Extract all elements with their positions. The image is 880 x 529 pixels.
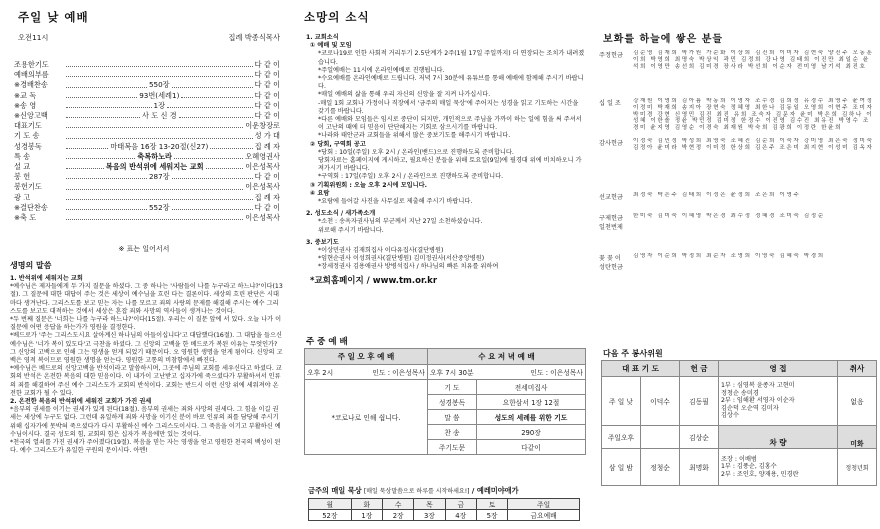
- reading-cell: 4장: [445, 510, 476, 521]
- reading-cell: 1장: [351, 510, 382, 521]
- offering-names: 김영자 이순희 박정희 최순자 조영희 이영숙 김혜숙 박경희: [633, 253, 825, 259]
- offering-category: 주정헌금: [599, 52, 623, 59]
- prayer-person: 이덕수: [641, 377, 680, 426]
- offering-names: 최정숙 박은주 김태희 이정은 윤정희 조은희 이영주: [633, 192, 801, 198]
- table-row: [309, 499, 580, 510]
- dot-leader: [210, 142, 252, 149]
- dot-leader: [66, 101, 152, 108]
- notice-line: *나라와 태안군과 교회들을 위해서 많은 중보기도를 해주시기 바랍니다.: [318, 132, 511, 140]
- order-leader: 집 례 자: [254, 192, 280, 202]
- sermon-paragraph: *천국의 열쇠를 가진 권세가 주어졌다(19절). 복음을 믿는 자는 영생을 얻고 영원한 천국의 백성이 된다. 예수 그리스도가 유일한 구원의 문이시다. 아멘!: [10, 439, 281, 455]
- daily-reading-table: [308, 498, 580, 521]
- service-name: 주 일 낮: [602, 377, 641, 426]
- subsection-planning: ③ 기획위원회 : 오늘 오후 2시에 모입니다.: [310, 181, 427, 189]
- wednesday-header: 수 요 저 녁 예 배: [427, 349, 585, 365]
- usher-line: 1부 : 심영복 윤종자 고현미: [721, 382, 795, 390]
- dot-leader: [66, 60, 253, 67]
- daily-reading-heading: 금주의 매일 묵상 [매일 묵상말씀으로 하루를 시작하세요!] / 예레미야애가: [308, 486, 519, 495]
- notice-line: 위로해 주시기 바랍니다.: [318, 226, 384, 234]
- offering-names: 한미숙 김미숙 이혜영 박은경 최수정 정혜경 조미숙 김정순: [633, 213, 825, 219]
- reading-cell: 5장: [476, 510, 507, 521]
- order-item: 특 송: [14, 151, 31, 161]
- service-table: [601, 360, 877, 486]
- weekly-worship-table: [304, 348, 586, 455]
- dot-leader: [66, 152, 135, 159]
- order-leader: 다 같 이: [254, 172, 281, 182]
- daily-reading-title: 금주의 매일 묵상: [308, 486, 362, 495]
- order-row: [14, 172, 280, 182]
- wed-row-label: 기 도: [427, 380, 476, 395]
- offering-category: 꽃 꽂 이 성탄헌금: [599, 255, 623, 271]
- day-header: 토: [476, 499, 507, 510]
- sermon-section: [10, 260, 284, 455]
- day-header: 월: [309, 499, 352, 510]
- order-row: [14, 162, 280, 172]
- dot-leader: [66, 111, 140, 118]
- notice-line: -매일 1회 교회나 가정이나 직장에서 '금주의 매일 묵상'에 주어지는 성경을 읽고 기도하는 시간을 갖기를 바랍니다.: [318, 99, 579, 115]
- order-row: [14, 121, 280, 131]
- worship-presider: 집례 박종식목사: [228, 33, 280, 42]
- table-row: [602, 426, 877, 449]
- offering-person: 김상순: [680, 426, 719, 449]
- dot-leader: [66, 131, 253, 138]
- order-row: [14, 193, 280, 203]
- order-leader: 다 같 이: [254, 60, 280, 69]
- dot-leader: [179, 111, 253, 118]
- order-item: ※신앙고백: [14, 111, 48, 121]
- offering-names: 이정숙 김민정 박성희 최영숙 조혜진 김순희 이숙자 강미영 최은숙 정미숙 김정아 윤미라 박현정 이미정 한상희 김은주 조은미 최지현 이성미 김옥자: [633, 138, 874, 151]
- order-item: ※송 영: [14, 100, 37, 110]
- worship-notices: [306, 50, 586, 140]
- sunday-afternoon-header: 주 일 오 후 예 배: [305, 349, 428, 365]
- dot-leader: [167, 101, 253, 108]
- offering-names: 김순영 김재희 박가원 가순화 이상희 김진희 이미자 김현숙 양진주 오동훈 이희 박영희 최명숙 박상익 곽민 김정희 강나영 김태희 이진만 최일순 윤석희 이영만 송선희 김미경 장사라 박선희 이순자 전미영 남기석 최진호: [633, 50, 874, 70]
- notice-line: *장세정권사 김용애권사 방병석집사 / 하나님의 빠른 치유를 위하여: [318, 263, 499, 271]
- notice-line: *주일예배는 11시에 온라인예배로 진행됩니다.: [318, 66, 445, 74]
- wed-row-label: 찬 송: [427, 425, 476, 440]
- table-row: [602, 449, 877, 486]
- offering-names: 강재원 이영희 김아름 박동희 이영자 조수경 김희정 유경수 최영주 윤여정 이정미 박재희 송지아 장현숙 정혜영 최한나 김동일 오영희 이현주 조미자 박미경 강현 신영민 김진 최진 유희 조숙자 김문자 윤미 박은희 김하나 이성혜 이한솔 정윤 박민정 김미정 한정수 이진영 김수진 최유진 박영수 조경미 윤지영 김영순 이경숙 최재원 박숙희 김광희 이정란 한윤희: [633, 98, 874, 132]
- offering-category: 감사헌금: [599, 140, 623, 147]
- order-row: [14, 131, 280, 141]
- order-note: 사 도 신 경: [141, 111, 177, 121]
- order-row: [14, 101, 280, 111]
- order-item: 봉 헌: [14, 172, 31, 182]
- wed-row-value: 요한삼서 1장 12절: [476, 395, 585, 410]
- wed-row-value: 성도의 세례를 위한 기도: [476, 410, 585, 425]
- dot-leader: [172, 203, 253, 210]
- notice-line: *다른 예배와 모임들은 임시로 중단이 되지만, 개인적으로 주님을 가까이 하는 일에 힘을 써 주셔서 이 고난의 때에 더 믿음이 단단해지는 기회로 삼으시기를 바랍니다.: [318, 116, 582, 132]
- order-item: 조용한기도: [14, 60, 49, 69]
- dot-leader: [206, 162, 244, 169]
- offering-category: 선교헌금: [599, 194, 623, 201]
- notice-line: *당회 : 10일(주일) 오후 2시 / 온라인(밴드)으로 진행하도록 준비합니다.: [318, 148, 514, 156]
- reading-cell: 2장: [382, 510, 413, 521]
- usher-line: 조장 : 이배범: [721, 455, 757, 463]
- steward-cell: 없음: [838, 377, 877, 426]
- order-row: [14, 70, 280, 80]
- order-row: [14, 142, 280, 152]
- order-item: 대표기도: [14, 121, 42, 131]
- order-item: 봉헌기도: [14, 182, 42, 192]
- day-header: 금: [445, 499, 476, 510]
- session-notices: [306, 149, 586, 182]
- order-leader: 이운창장로: [245, 121, 280, 131]
- notice-line: 당회자료는 홈페이지에 게시하고, 필요하신 분들을 위해 토요일(9일)에 필경대 위에 비치하오니 가져가시기 바랍니다.: [318, 157, 582, 173]
- notice-line: *소천 : 송옥자권사님의 부군께서 지난 27일 소천하셨습니다.: [318, 218, 483, 226]
- order-leader: 성 가 대: [254, 131, 280, 141]
- order-note: 93번(세례1): [139, 90, 180, 100]
- dot-leader: [174, 152, 243, 159]
- day-header: 주일: [508, 499, 580, 510]
- offering-category: 구제헌금 일천번제: [599, 215, 623, 231]
- dot-leader: [66, 70, 253, 77]
- usher-list: [719, 449, 838, 486]
- table-row: [602, 377, 877, 426]
- order-row: [14, 111, 280, 121]
- wednesday-leader: 인도 : 이은성목사: [476, 365, 585, 380]
- dot-leader: [66, 162, 104, 169]
- order-note: 마태복음 16장 13-20절(신27): [110, 141, 209, 151]
- order-note: 축복하노라: [137, 151, 172, 161]
- header-ushers: 영 접: [719, 361, 838, 377]
- worship-title: 주일 낮 예배: [18, 10, 89, 24]
- usher-line: 1부 : 김풍순, 김홍수: [721, 463, 777, 471]
- steward-cell: 정청년회: [838, 449, 877, 486]
- sermon-header: 생명의 말씀: [10, 261, 52, 270]
- usher-line: 2부 : 임해환 서영자 이순자: [721, 397, 795, 405]
- dot-leader: [172, 80, 253, 87]
- day-header: 수: [382, 499, 413, 510]
- daily-reading-book: 예레미야애가: [476, 486, 519, 495]
- sermon-paragraph: *예수님은 베드로의 신앙고백을 반석이라고 말씀하시며, 그곳에 주님의 교회를 세우신다고 하셨다. 교회의 반석은 온전한 복음의 대한 믿음이다. 이 내가이 고난받고 십자가에 죽으셨다가 부활하셔서 인류의 죄를 해결하여 주신 예수 그리스도가 교회의 반석이다. 교회는 반드시 이런 신앙 위에 세워져야 온전한 교회가 될 수 있다.: [10, 365, 282, 397]
- order-note: 287장: [148, 172, 170, 182]
- sermon-paragraph: *음부의 권세를 이기는 권세가 있게 된다(18절). 음부의 권세는 죄와 사망의 권세다. 그 힘을 이길 권세는 세상에 누구도 없다. 그런데 유일하게 죄와 사망을 이기신 분이 바로 인류의 죄를 담당해 주시기 위해 십자가에 못박혀 죽으셨다가 다시 부활하신 예수 그리스도이시다. 그 죽음을 이기고 부활하신 예수님이시다. 결국 성도의 힘, 교회의 힘은 십자가 복음에만 있는 것이다.: [10, 406, 281, 438]
- order-row: [14, 60, 280, 70]
- prayer-person: 정청순: [641, 449, 680, 486]
- service-name: 삼 일 밤: [602, 449, 641, 486]
- reading-cell: 금요예배: [508, 510, 580, 521]
- order-leader: 다 같 이: [254, 111, 281, 121]
- dot-leader: [66, 91, 137, 98]
- order-row: [14, 203, 280, 213]
- order-item: ※교 독: [14, 90, 37, 100]
- notice-line: *코로나19로 인한 사회적 거리두기 2.5단계가 2주(1월 17일 주일까지) 더 연장되는 조치가 내려졌습니다.: [318, 50, 585, 66]
- reading-cell: 52장: [309, 510, 352, 521]
- order-leader: 다 같 이: [254, 100, 280, 110]
- service-title: 다음 주 봉사위원: [603, 349, 663, 358]
- notice-line: *임현순권사 이성희권사(결단병원) 김미정권사(서산중앙병원): [318, 255, 485, 263]
- news-body: [306, 34, 586, 285]
- dot-leader: [66, 203, 147, 210]
- table-row: [309, 510, 580, 521]
- order-item: 기 도 송: [14, 131, 40, 141]
- order-leader: 이은성목사: [245, 213, 280, 223]
- dot-leader: [66, 193, 253, 200]
- order-item: 설 교: [14, 162, 31, 172]
- sermon-paragraph: *베드로가 '주는 그리스도시요 살아계신 하나님의 아들이십니다'고 대답했다(16절). 그 대답을 들으신 예수님은 '너가 복이 있도다'고 극찬을 하셨다. 그 신앙의 고백을 한 베드로가 복된 이유는 무엇인가? 그 신앙의 고백으로 인해 그는 영생을 얻게 되었기 때문이다. 오 영원한 생명을 얻게 됨이다. 신앙의 고백은 영적 복이므로 영원한 생명을 얻는다. 영원한 고통의 비참함에서 빠진다.: [10, 332, 283, 365]
- order-note: 1장: [153, 100, 166, 110]
- wed-row-label: 말 씀: [427, 410, 476, 425]
- order-item: 예배의부름: [14, 70, 49, 80]
- reading-cell: 3장: [414, 510, 445, 521]
- order-row: [14, 213, 280, 223]
- car-label: 차 량: [719, 426, 838, 449]
- homepage-link[interactable]: *교회홈페이지 / www.tm.or.kr: [310, 275, 438, 286]
- notice-line: *구역회 : 17일(주일) 오후 2시 / 온라인으로 진행하도록 준비합니다.: [318, 173, 504, 181]
- dot-leader: [66, 182, 243, 189]
- sermon-subheading-2: 2. 온전한 복음의 반석위에 세워진 교회가 가진 권세: [10, 398, 152, 406]
- section-members: 2. 성도소식 / 새가족소개: [306, 210, 376, 218]
- header-steward: 취사: [838, 361, 877, 377]
- day-header: 목: [414, 499, 445, 510]
- subsection-session: ② 당회, 구역회 공고: [310, 140, 366, 148]
- sermon-paragraph: *두 번째 질문은 '너희는 나를 누구라 하느냐?'이다(15절). 우리는 이 질문 앞에 서 있다. 오늘 나가 이 질문에 어떤 응답을 하는가가 영원을 결정한다.: [10, 316, 282, 332]
- member-notices: [306, 218, 586, 234]
- notice-line: *수요예배를 온라인예배로 드립니다. 저녁 7시 30분에 유튜브를 통해 예배에 함께해 주시기 바랍니다.: [318, 75, 584, 91]
- order-leader: 오혜영권사: [245, 151, 280, 161]
- wed-row-label: 주기도문: [427, 440, 476, 455]
- sermon-paragraph: *예수님은 제자들에게 두 가지 질문을 하셨다. 그 중 하나는 '사람들이 나를 누구라고 하느냐?'이다(13절). 그 질문에 대한 대답이 주는 것은 세상이 예수님을 흐린 다는 결론이다. 세상의 흐린 판단은 시대마다 생겨난다. 그리스도를 보고 믿는 자는 나를 모르고 죄의 사랑의 문제를 해결해 주시는 예수 그리스도를 보고도 대적하는 것에서 세상은 혼잡 죄와 사망의 역사들이 생겨나는 것이다.: [10, 283, 283, 315]
- dot-leader: [66, 172, 147, 179]
- dot-leader: [66, 213, 243, 220]
- order-item: 광 고: [14, 192, 31, 202]
- order-row: [14, 152, 280, 162]
- order-leader: 다 같 이: [254, 202, 281, 212]
- prayer-list: [306, 247, 586, 272]
- notice-line: *매일 예배의 삶을 통해 우리 자신의 신앙을 잘 지켜 나가십시다.: [318, 91, 491, 99]
- daily-reading-subtitle: [매일 묵상말씀으로 하루를 시작하세요!]: [363, 488, 470, 495]
- wed-row-value: 다같이: [476, 440, 585, 455]
- notice-line: *이상민권사 김재희집사 이다유집사(결단병원): [318, 247, 444, 255]
- stand-note: ※ 표는 일어서서: [118, 245, 170, 253]
- header-prayer: 대 표 기 도: [602, 361, 680, 377]
- order-item: 성경봉독: [14, 141, 42, 151]
- order-row: [14, 80, 280, 90]
- section-prayer: 3. 중보기도: [306, 238, 339, 246]
- dot-leader: [181, 91, 252, 98]
- order-leader: 다 같 이: [254, 90, 281, 100]
- usher-line: 2부 : 조인호, 양재용, 민경란: [721, 470, 799, 478]
- day-header: 화: [351, 499, 382, 510]
- weekly-worship-title: 주 중 예 배: [306, 337, 348, 347]
- order-item: ※결단찬송: [14, 202, 48, 212]
- order-item: ※경배찬송: [14, 80, 48, 90]
- sunday-afternoon-leader: 인도 : 이은성목사: [348, 365, 428, 380]
- dot-leader: [66, 121, 243, 128]
- news-column: [298, 0, 590, 529]
- sermon-subheading-1: 1. 반석위에 세워지는 교회: [10, 275, 83, 282]
- worship-time: 오전11시: [18, 33, 49, 42]
- header-offering: 헌 금: [680, 361, 719, 377]
- sunday-afternoon-note: *코로나로 인해 쉽니다.: [305, 380, 428, 455]
- order-leader: 이은성목사: [245, 182, 280, 192]
- service-name: 주일오후: [602, 426, 641, 449]
- order-row: [14, 91, 280, 101]
- order-leader: 다 같 이: [254, 80, 281, 90]
- subsection-yearbook: ④ 요람: [310, 189, 330, 197]
- order-list: [14, 60, 280, 223]
- wed-row-value: 전세미집사: [476, 380, 585, 395]
- offering-title: 보화를 하늘에 쌓은 분들: [603, 34, 724, 45]
- yearbook-notices: [306, 198, 586, 206]
- offering-person: 김동필: [680, 377, 719, 426]
- offering-category: 십 일 조: [599, 100, 621, 107]
- dot-leader: [66, 80, 147, 87]
- subsection-worship: ① 예배 및 모임: [310, 42, 352, 50]
- notice-line: *요람에 들어갈 사진을 사무실로 제출해 주시기 바랍니다.: [318, 198, 473, 206]
- order-leader: 집 례 자: [254, 141, 280, 151]
- order-leader: 이은성목사: [245, 162, 280, 172]
- news-title: 소망의 소식: [304, 10, 370, 24]
- order-note: 550장: [148, 80, 170, 90]
- prayer-person: [641, 426, 680, 449]
- offering-column: [597, 0, 880, 529]
- wed-row-label: 성경봉독: [427, 395, 476, 410]
- order-of-worship-column: [0, 0, 288, 529]
- table-row: [305, 380, 586, 395]
- order-leader: 다 같 이: [254, 70, 280, 80]
- usher-line: 정청순 송미경: [721, 389, 759, 397]
- section-church-news: 1. 교회소식: [306, 34, 339, 41]
- steward-cell: 미화: [838, 426, 877, 449]
- dot-leader: [66, 142, 108, 149]
- order-note: 복음의 반석위에 세워지는 교회: [105, 162, 204, 172]
- usher-line: 김순덕 오순역 김미자: [721, 404, 779, 412]
- wednesday-time: 오후 7시 30분: [427, 365, 476, 380]
- wed-row-value: 290장: [476, 425, 585, 440]
- order-row: [14, 182, 280, 192]
- order-item: ※축 도: [14, 213, 37, 223]
- offering-person: 최명화: [680, 449, 719, 486]
- usher-line: 김상수: [721, 412, 739, 420]
- dot-leader: [172, 172, 253, 179]
- sunday-afternoon-time: 오후 2시: [305, 365, 348, 380]
- usher-list: [719, 377, 838, 426]
- order-note: 552장: [148, 202, 170, 212]
